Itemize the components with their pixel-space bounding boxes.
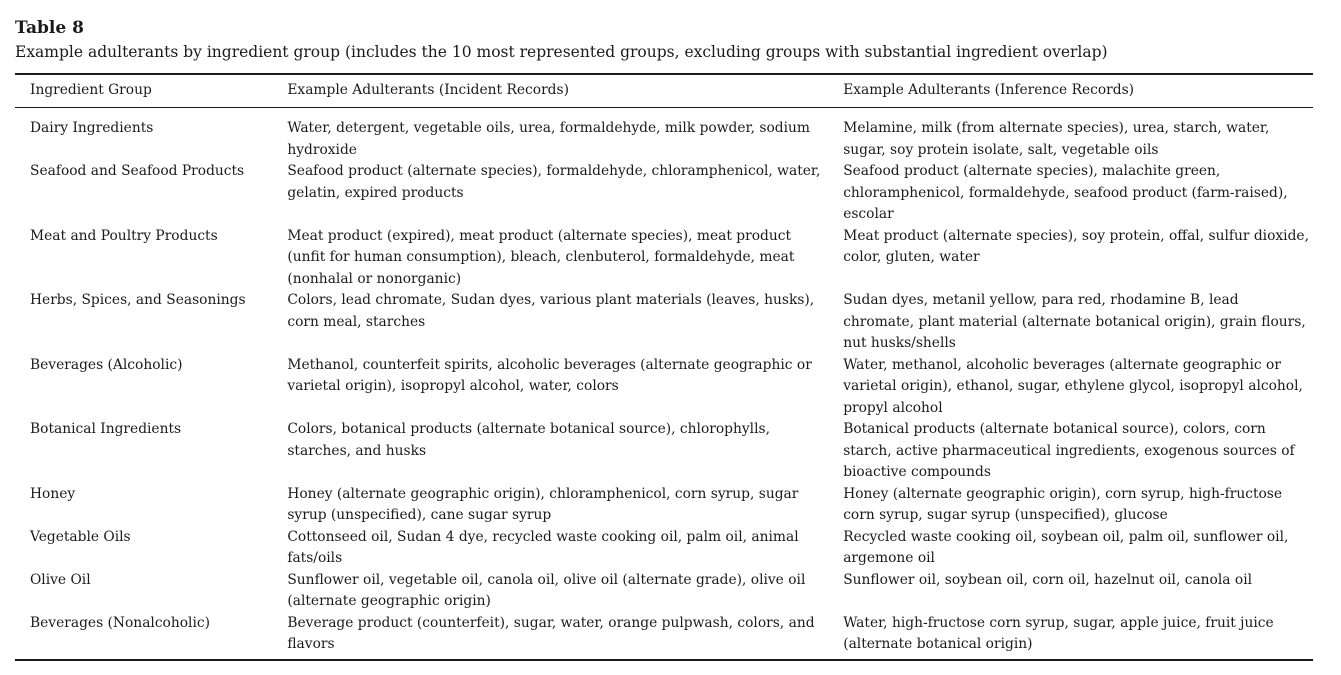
table-row — [15, 226, 1313, 291]
incident-adulterants-cell: Honey (alternate geographic origin), chloramphenicol, corn syrup, sugar syrup (unspecified), cane sugar syrup — [287, 485, 799, 523]
table-row — [15, 570, 1313, 613]
incident-adulterants-cell: Cottonseed oil, Sudan 4 dye, recycled waste cooking oil, palm oil, animal fats/oils — [287, 528, 799, 566]
incident-adulterants-cell: Methanol, counterfeit spirits, alcoholic beverages (alternate geographic or varietal origin), isopropyl alcohol, water, colors — [287, 356, 812, 394]
table-header-row — [15, 76, 1313, 110]
column-header-ingredient-group: Ingredient Group — [30, 82, 152, 98]
inference-adulterants-cell: Meat product (alternate species), soy protein, offal, sulfur dioxide, color, gluten, water — [843, 227, 1309, 265]
table-row — [15, 613, 1313, 656]
inference-adulterants-cell: Water, high-fructose corn syrup, sugar, apple juice, fruit juice (alternate botanical origin) — [843, 614, 1274, 652]
table-caption: Example adulterants by ingredient group (includes the 10 most represented groups, excluding groups with substantial ingredient overlap) — [15, 43, 1108, 61]
inference-adulterants-cell: Sudan dyes, metanil yellow, para red, rhodamine B, lead chromate, plant material (alternate botanical origin), grain flours, nut husks/shells — [843, 292, 1306, 351]
inference-adulterants-cell: Sunflower oil, soybean oil, corn oil, hazelnut oil, canola oil — [843, 571, 1253, 588]
column-header-inference-records: Example Adulterants (Inference Records) — [843, 82, 1135, 98]
ingredient-group-cell: Botanical Ingredients — [30, 421, 182, 437]
incident-adulterants-cell: Colors, botanical products (alternate botanical source), chlorophylls, starches, and husks — [287, 421, 770, 459]
table-row — [15, 110, 1313, 161]
table-row — [15, 484, 1313, 527]
top-rule — [15, 73, 1313, 75]
table-row — [15, 419, 1313, 484]
ingredient-group-cell: Seafood and Seafood Products — [30, 163, 245, 179]
ingredient-group-cell: Dairy Ingredients — [30, 120, 154, 136]
bottom-rule — [15, 659, 1313, 661]
incident-adulterants-cell: Water, detergent, vegetable oils, urea, formaldehyde, milk powder, sodium hydroxide — [287, 120, 810, 158]
table-label: Table 8 — [15, 18, 84, 38]
adulterants-table — [15, 76, 1313, 656]
ingredient-group-cell: Olive Oil — [30, 571, 91, 588]
column-header-incident-records: Example Adulterants (Incident Records) — [287, 82, 569, 98]
incident-adulterants-cell: Colors, lead chromate, Sudan dyes, various plant materials (leaves, husks), corn meal, starches — [287, 292, 815, 330]
incident-adulterants-cell: Sunflower oil, vegetable oil, canola oil, olive oil (alternate grade), olive oil (alternate geographic origin) — [287, 571, 806, 609]
ingredient-group-cell: Beverages (Nonalcoholic) — [30, 614, 210, 631]
table-row — [15, 161, 1313, 226]
ingredient-group-cell: Honey — [30, 485, 76, 502]
table-row — [15, 355, 1313, 420]
table-row — [15, 527, 1313, 570]
inference-adulterants-cell: Botanical products (alternate botanical source), colors, corn starch, active pharmaceutical ingredients, exogenous sources of bioactive compounds — [843, 421, 1295, 480]
ingredient-group-cell: Herbs, Spices, and Seasonings — [30, 292, 246, 308]
inference-adulterants-cell: Water, methanol, alcoholic beverages (alternate geographic or varietal origin), ethanol, sugar, ethylene glycol, isopropyl alcohol, propyl alcohol — [843, 356, 1303, 416]
incident-adulterants-cell: Beverage product (counterfeit), sugar, water, orange pulpwash, colors, and flavors — [287, 614, 815, 652]
table-row — [15, 290, 1313, 355]
inference-adulterants-cell: Honey (alternate geographic origin), corn syrup, high-fructose corn syrup, sugar syrup (unspecified), glucose — [843, 485, 1283, 523]
inference-adulterants-cell: Recycled waste cooking oil, soybean oil, palm oil, sunflower oil, argemone oil — [843, 528, 1289, 566]
incident-adulterants-cell: Meat product (expired), meat product (alternate species), meat product (unfit for human consumption), bleach, clenbuterol, formaldehyde, meat (nonhalal or nonorganic) — [287, 227, 795, 287]
ingredient-group-cell: Vegetable Oils — [30, 528, 131, 545]
ingredient-group-cell: Meat and Poultry Products — [30, 227, 218, 244]
incident-adulterants-cell: Seafood product (alternate species), formaldehyde, chloramphenicol, water, gelatin, expired products — [287, 163, 821, 201]
inference-adulterants-cell: Seafood product (alternate species), malachite green, chloramphenicol, formaldehyde, seafood product (farm-raised), escolar — [843, 163, 1288, 222]
inference-adulterants-cell: Melamine, milk (from alternate species), urea, starch, water, sugar, soy protein isolate, salt, vegetable oils — [843, 120, 1270, 158]
ingredient-group-cell: Beverages (Alcoholic) — [30, 356, 183, 373]
